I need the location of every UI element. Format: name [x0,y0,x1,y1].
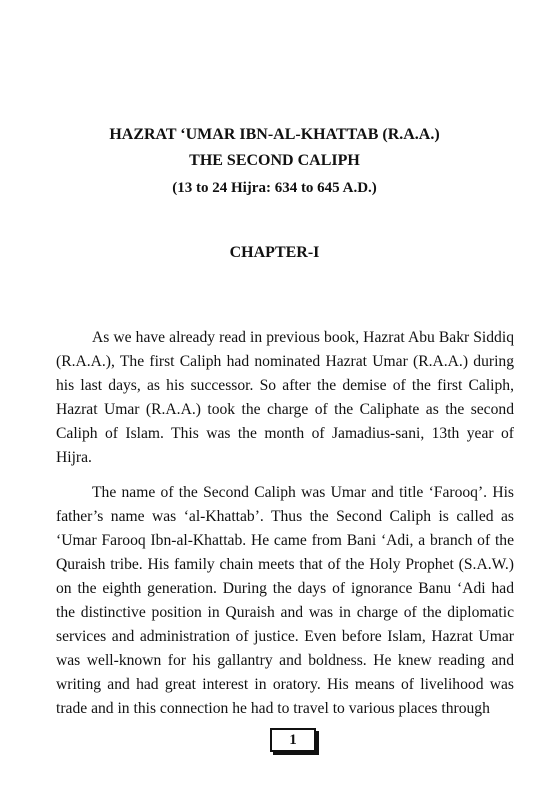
chapter-heading-block [0,122,549,200]
paragraph-1: As we have already read in previous book, Hazrat Abu Bakr Siddiq (R.A.A.), The first Caliph had nominated Hazrat Umar (R.A.A.) during his last days, as his successor. So after the demise of the first Caliph, Hazrat Umar (R.A.A.) took the charge of the Caliphate as the second Caliph of Islam. This was the month of Jamadius-sani, 13th year of Hijra. [56,329,514,467]
chapter-label: CHAPTER-I [229,244,320,261]
paragraph-2: The name of the Second Caliph was Umar and title ‘Farooq’. His father’s name was ‘al-Khattab’. Thus the Second Caliph is called as ‘Umar Farooq Ibn-al-Khattab. He came from Bani ‘Adi, a branch of the Quraish tribe. His family chain meets that of the Holy Prophet (S.A.W.) on the eighth generation. During the days of ignorance Banu ‘Adi had the distinctive position in Quraish and was in charge of the diplomatic services and administration of justice. Even before Islam, Hazrat Umar was well-known for his gallantry and boldness. He knew reading and writing and had great interest in oratory. His means of livelihood was trade and in this connection he had to travel to various places through [56,483,514,718]
page-subtitle: THE SECOND CALIPH [189,152,360,169]
date-range: (13 to 24 Hijra: 634 to 645 A.D.) [172,180,377,196]
body-text [56,326,514,722]
page-number: 1 [270,728,316,752]
page-title: HAZRAT ‘UMAR IBN-AL-KHATTAB (R.A.A.) [109,126,440,143]
